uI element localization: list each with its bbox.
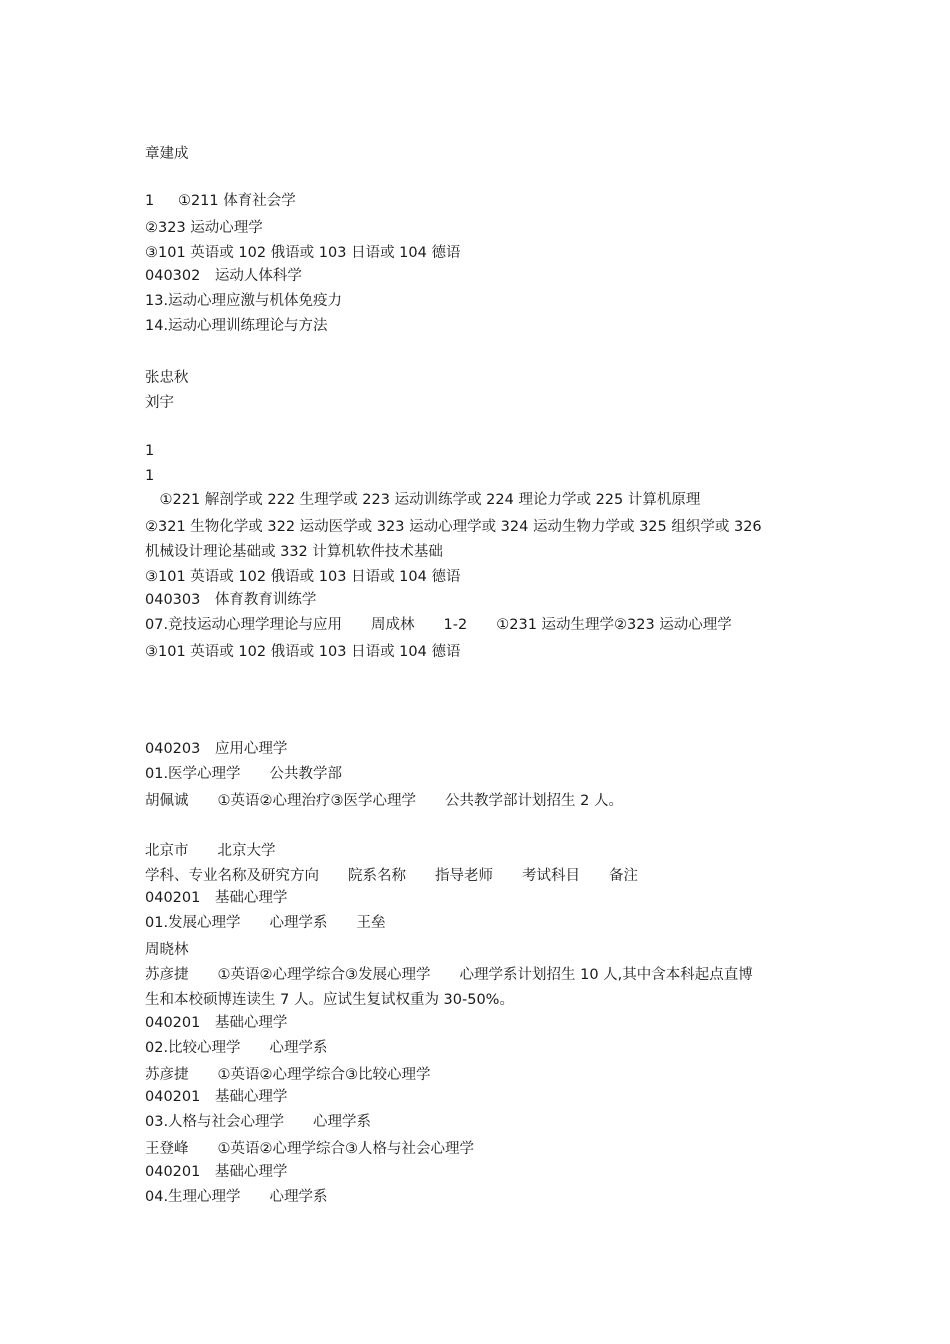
text-line: 02.比较心理学 心理学系 [145,1040,328,1056]
text-line: 王登峰 ①英语②心理学综合③人格与社会心理学 [145,1141,474,1157]
text-line: ①221 解剖学或 222 生理学或 223 运动训练学或 224 理论力学或 225 计算机原理 [145,492,701,508]
text-line: ③101 英语或 102 俄语或 103 日语或 104 德语 [145,644,461,660]
text-line: 章建成 [145,146,189,162]
text-line: 学科、专业名称及研究方向 院系名称 指导老师 考试科目 备注 [145,868,638,884]
text-line: 040201 基础心理学 [145,1089,288,1105]
text-line: 1 [145,443,155,459]
text-line: ③101 英语或 102 俄语或 103 日语或 104 德语 [145,245,461,261]
text-line: 040203 应用心理学 [145,741,288,757]
text-line: 胡佩诚 ①英语②心理治疗③医学心理学 公共教学部计划招生 2 人。 [145,793,623,809]
text-line: 北京市 北京大学 [145,843,276,859]
text-line: 刘宇 [145,395,174,411]
text-line: ②321 生物化学或 322 运动医学或 323 运动心理学或 324 运动生物力学或 325 组织学或 326 [145,519,762,535]
text-line: 040201 基础心理学 [145,890,288,906]
text-line: 040201 基础心理学 [145,1164,288,1180]
text-line: 040302 运动人体科学 [145,268,302,284]
text-line: 03.人格与社会心理学 心理学系 [145,1114,372,1130]
text-line: ③101 英语或 102 俄语或 103 日语或 104 德语 [145,569,461,585]
text-line: 苏彦捷 ①英语②心理学综合③比较心理学 [145,1067,431,1083]
text-line: 14.运动心理训练理论与方法 [145,318,328,334]
text-line: 04.生理心理学 心理学系 [145,1189,328,1205]
text-line: 苏彦捷 ①英语②心理学综合③发展心理学 心理学系计划招生 10 人,其中含本科起点直博 [145,967,753,983]
text-line: 13.运动心理应激与机体免疫力 [145,293,343,309]
text-line: 01.发展心理学 心理学系 王垒 [145,915,386,931]
text-line: ②323 运动心理学 [145,220,263,236]
text-line: 张忠秋 [145,370,189,386]
text-line: 生和本校硕博连读生 7 人。应试生复试权重为 30-50%。 [145,992,514,1008]
text-line: 040303 体育教育训练学 [145,592,317,608]
text-line: 周晓林 [145,942,189,958]
text-line: 1 [145,468,155,484]
text-line: 1 ①211 体育社会学 [145,193,296,209]
text-line: 040201 基础心理学 [145,1015,288,1031]
text-line: 机械设计理论基础或 332 计算机软件技术基础 [145,544,443,560]
text-line: 01.医学心理学 公共教学部 [145,766,343,782]
text-line: 07.竞技运动心理学理论与应用 周成林 1-2 ①231 运动生理学②323 运动心理学 [145,617,732,633]
